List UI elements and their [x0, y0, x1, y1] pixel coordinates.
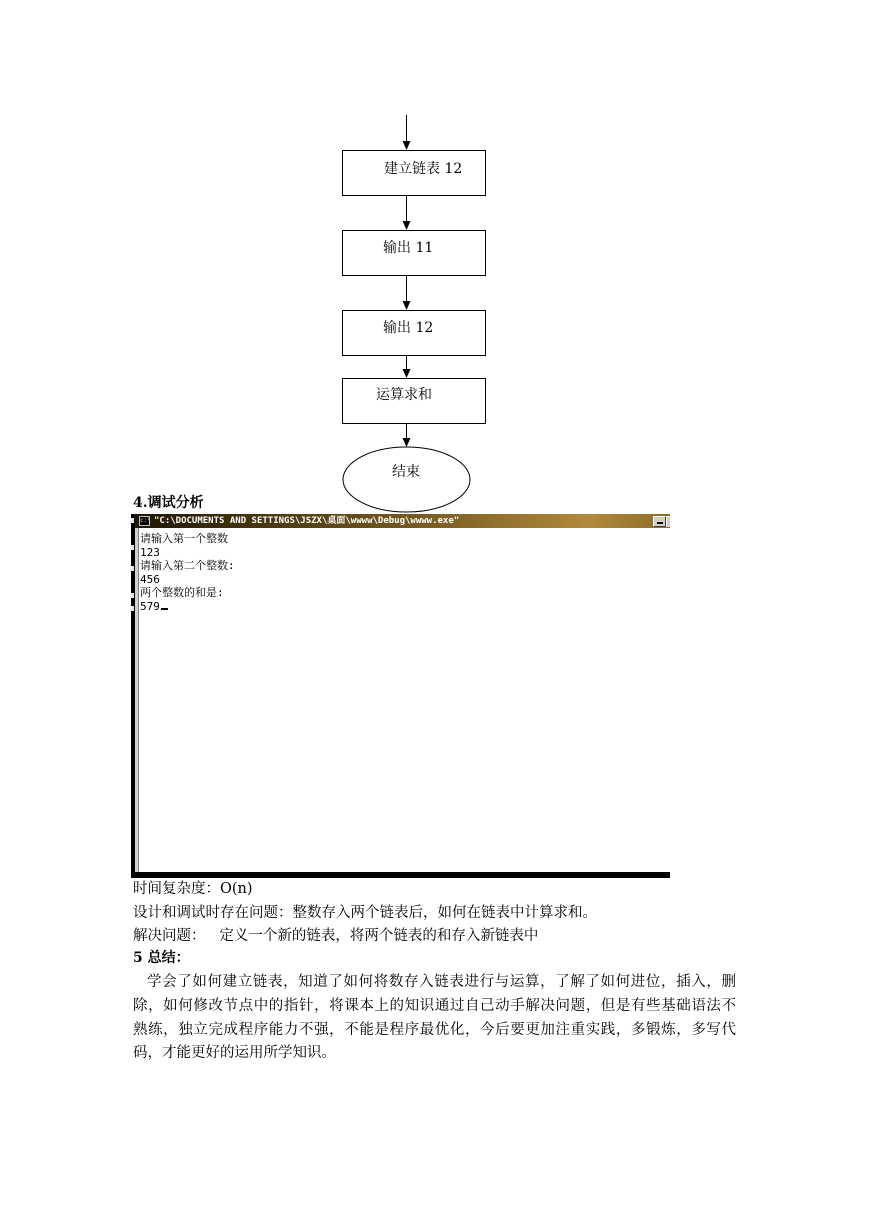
complexity-text: 时间复杂度：O(n)	[133, 881, 253, 897]
border-mark	[131, 545, 134, 550]
flow-node-output-11-label: 输出 11	[383, 240, 434, 256]
console-output	[140, 532, 235, 614]
flowchart	[0, 0, 869, 515]
flow-node-end-label: 结束	[392, 464, 420, 480]
console-window	[131, 514, 670, 878]
console-line: 579	[140, 599, 160, 613]
console-left-edge	[135, 528, 139, 872]
console-line: 456	[140, 572, 160, 586]
flow-node-output-12-label: 输出 12	[383, 320, 434, 336]
minimize-icon	[657, 522, 663, 524]
border-mark	[131, 518, 134, 523]
flow-arrowhead-1	[403, 221, 411, 230]
flow-arrowhead-4	[403, 438, 411, 447]
summary-paragraph-line: 熟练，独立完成程序能力不强，不能是程序最优化，今后要更加注重实践，多锻炼，多写代	[133, 1022, 736, 1038]
summary-paragraph-line: 学会了如何建立链表，知道了如何将数存入链表进行与运算，了解了如何进位，插入，删	[147, 974, 736, 990]
console-line: 123	[140, 545, 160, 559]
summary-paragraph-line: 码，才能更好的运用所学知识。	[133, 1045, 336, 1061]
problem-text: 设计和调试时存在问题：整数存入两个链表后，如何在链表中计算求和。	[133, 905, 597, 921]
console-cursor	[161, 608, 168, 610]
flow-node-build-list-12-label: 建立链表 12	[384, 161, 463, 177]
flow-arrowhead-2	[403, 301, 411, 310]
border-mark	[131, 593, 134, 598]
console-bottom-border	[131, 872, 670, 878]
console-last-line	[140, 600, 235, 614]
flow-arrowhead-entry	[403, 141, 411, 150]
minimize-button[interactable]	[653, 516, 666, 527]
console-title: "C:\DOCUMENTS AND SETTINGS\JSZX\桌面\wwww\Debug\wwww.exe"	[154, 516, 460, 526]
border-mark	[131, 566, 134, 571]
summary-paragraph-line: 除，如何修改节点中的指针，将课本上的知识通过自己动手解决问题，但是有些基础语法不	[133, 998, 736, 1014]
console-line: 请输入第一个整数	[140, 532, 228, 545]
maximize-button[interactable]	[666, 516, 670, 527]
console-titlebar[interactable]	[135, 514, 670, 528]
console-line: 请输入第二个整数:	[140, 559, 235, 573]
section-4-heading: 4.调试分析	[133, 495, 204, 511]
flow-arrowhead-3	[403, 369, 411, 378]
flow-node-sum-label: 运算求和	[376, 387, 432, 403]
section-5-heading: 5 总结：	[133, 950, 190, 966]
console-line: 两个整数的和是:	[140, 586, 224, 600]
border-mark	[131, 606, 134, 611]
solution-text: 解决问题： 定义一个新的链表，将两个链表的和存入新链表中	[133, 928, 539, 944]
console-app-icon[interactable]: c:\	[140, 517, 151, 524]
